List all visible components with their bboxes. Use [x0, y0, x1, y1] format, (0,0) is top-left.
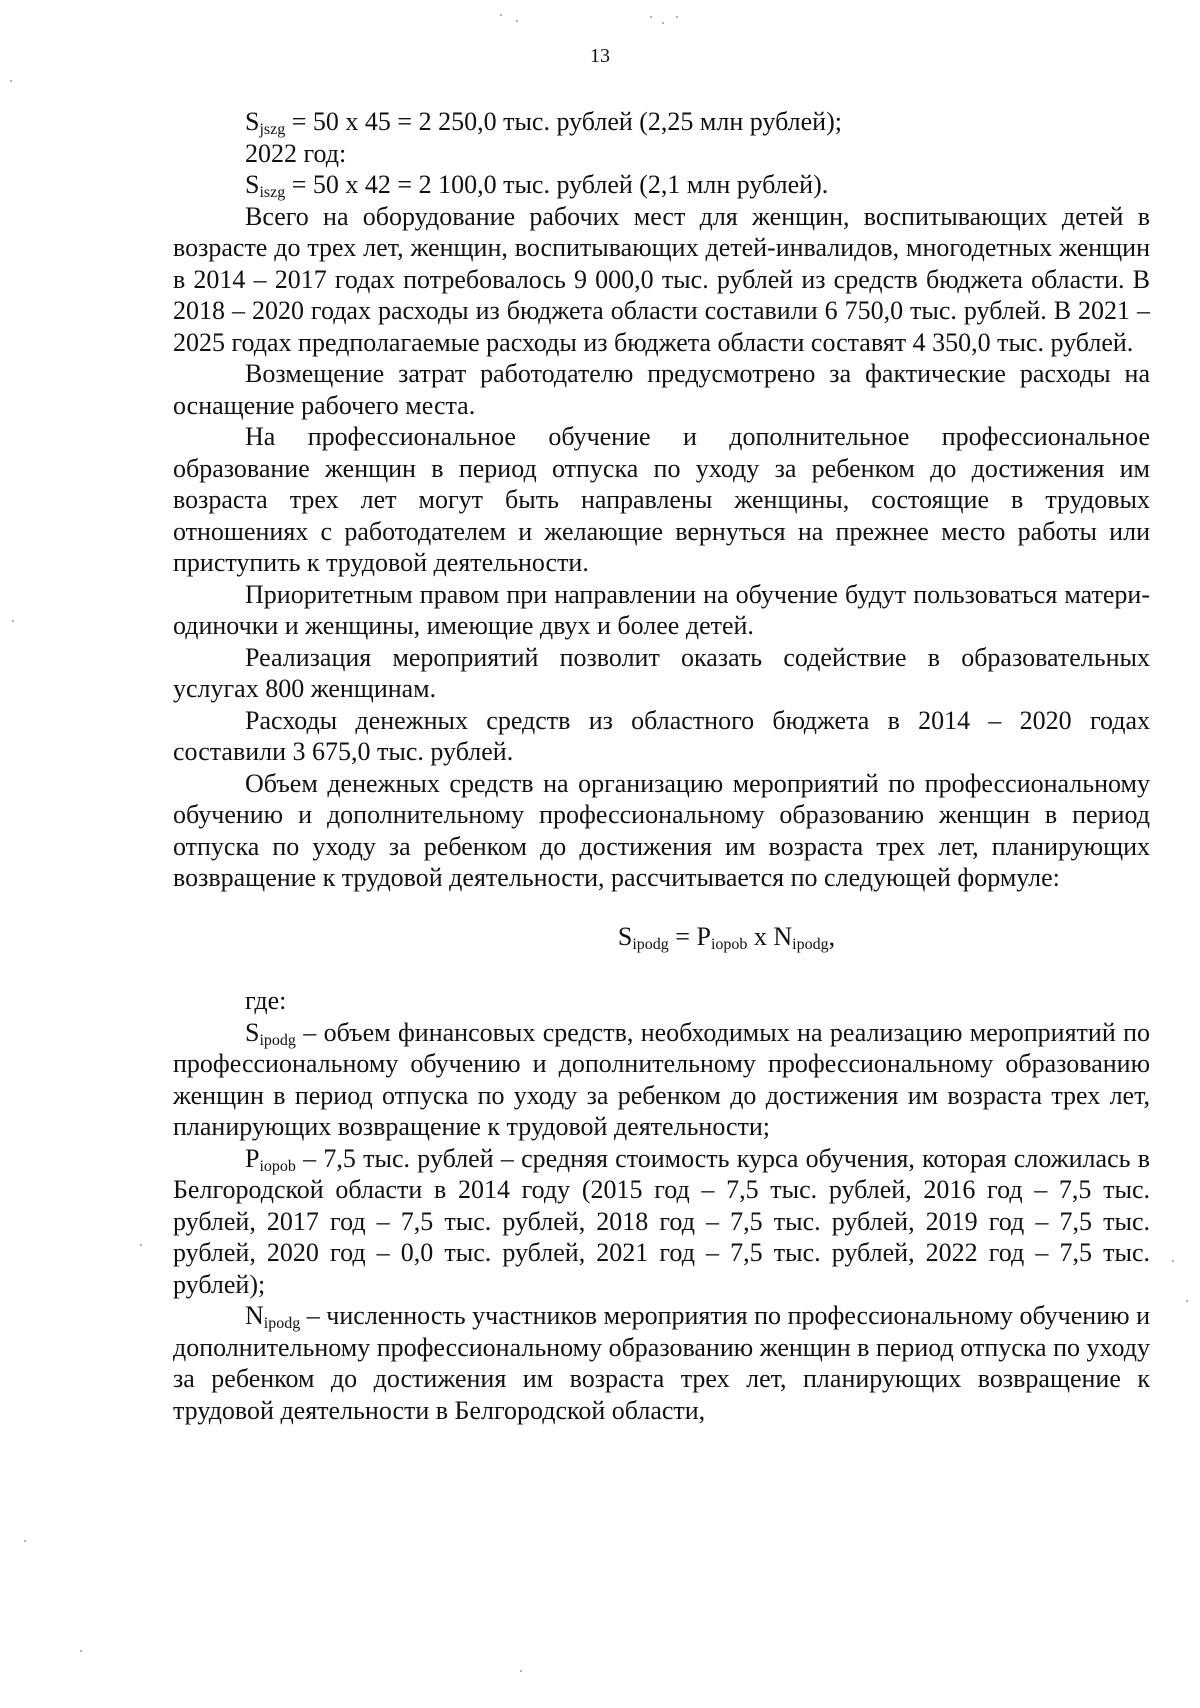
definition-symbol-s: S	[245, 1017, 260, 1047]
formula-subscript-ipodg: ipodg	[632, 935, 669, 953]
subscript-jszg: jszg	[259, 121, 286, 138]
scan-speck	[662, 22, 664, 24]
scan-speck	[520, 1670, 522, 1672]
definition-s-ipodg	[173, 1017, 1150, 1143]
formula-multiply: х	[747, 921, 774, 951]
formula-equals: =	[668, 921, 697, 951]
formula-symbol-n: N	[773, 921, 793, 951]
scan-speck	[80, 1650, 82, 1652]
definition-subscript-iopob: iopob	[259, 1157, 296, 1175]
symbol-s: S	[245, 170, 260, 199]
paragraph-reimbursement: Возмещение затрат работодателю предусмотрено за фактические расходы на оснащение рабочего места.	[173, 359, 1150, 420]
formula-line-iszg	[173, 169, 1150, 201]
scan-speck	[500, 14, 502, 16]
scan-speck	[650, 16, 652, 18]
definition-p-iopob	[173, 1143, 1150, 1301]
paragraph-total-expenses: Всего на оборудование рабочих мест для женщин, воспитывающих детей в возрасте до трех лет, женщин, воспитывающих детей-инвалидов, многодетных женщин в 2014 – 2017 годах потребовалось 9 000,0 тыс. рублей из средств бюджета области. В 2018 – 2020 годах расходы из бюджета области составили 6 750,0 тыс. рублей. В 2021 – 2025 годах предполагаемые расходы из бюджета области составят 4 350,0 тыс. рублей.	[173, 201, 1150, 357]
scan-speck	[12, 620, 14, 622]
definition-n-ipodg	[173, 1300, 1150, 1426]
paragraph-formula-intro: Объем денежных средств на организацию мероприятий по профессиональному обучению и дополнительному профессиональному образованию женщин в период отпуска по уходу за ребенком до достижения им возраста трех лет, планирующих возвращение к трудовой деятельности, рассчитывается по следующей формуле:	[173, 768, 1150, 892]
formula-comma: ,	[828, 921, 836, 951]
formula-line-iszg-text: = 50 х 42 = 2 100,0 тыс. рублей (2,1 млн рублей).	[285, 170, 829, 199]
formula-subscript-ipodg-n: ipodg	[792, 935, 829, 953]
definition-text-p: – 7,5 тыс. рублей – средняя стоимость курса обучения, которая сложилась в Белгородской области в 2014 году (2015 год – 7,5 тыс. рублей, 2016 год – 7,5 тыс. рублей, 2017 год – 7,5 тыс. рублей, 2018 год – 7,5 тыс. рублей, 2019 год – 7,5 тыс. рублей, 2020 год – 0,0 тыс. рублей, 2021 год – 7,5 тыс. рублей, 2022 год – 7,5 тыс. рублей);	[173, 1143, 1150, 1299]
scan-speck	[24, 1540, 26, 1542]
page-number: 13	[590, 45, 610, 67]
document-body	[173, 106, 1150, 1426]
paragraph-implementation: Реализация мероприятий позволит оказать содействие в образовательных услугах 800 женщинам.	[173, 642, 1150, 703]
subscript-iszg: iszg	[259, 184, 286, 201]
definition-subscript-ipodg-n: ipodg	[263, 1315, 301, 1332]
scan-speck	[140, 1244, 142, 1246]
scan-speck	[516, 20, 518, 22]
formula-line-jszg	[173, 106, 1150, 138]
scan-speck	[10, 80, 12, 82]
definition-symbol-p: P	[245, 1143, 260, 1173]
where-label: где:	[245, 986, 287, 1015]
main-formula	[173, 921, 1150, 953]
formula-symbol-p: P	[696, 921, 711, 951]
definition-symbol-n: N	[245, 1301, 264, 1330]
paragraph-priority-right: Приоритетным правом при направлении на обучение будут пользоваться матери-одиночки и женщины, имеющие двух и более детей.	[173, 579, 1150, 640]
definition-text-n: – численность участников мероприятия по профессиональному обучению и дополнительному профессиональному образованию женщин в период отпуска по уходу за ребенком до достижения им возраста трех лет, планирующих возвращение к трудовой деятельности в Белгородской области,	[173, 1301, 1150, 1425]
year-label-2022: 2022 год:	[245, 138, 347, 168]
symbol-s: S	[245, 107, 260, 136]
scan-speck	[676, 16, 678, 18]
formula-symbol-s: S	[617, 921, 633, 951]
scan-speck	[1186, 1300, 1188, 1302]
formula-subscript-iopob: iopob	[710, 935, 748, 953]
paragraph-professional-training: На профессиональное обучение и дополнительное профессиональное образование женщин в период отпуска по уходу за ребенком до достижения им возраста трех лет могут быть направлены женщины, состоящие в трудовых отношениях с работодателем и желающие вернуться на прежнее место работы или приступить к трудовой деятельности.	[173, 422, 1150, 577]
paragraph-expenses-2014-2020: Расходы денежных средств из областного бюджета в 2014 – 2020 годах составили 3 675,0 тыс. рублей.	[173, 705, 1150, 766]
scan-speck	[1172, 1260, 1174, 1262]
formula-line-jszg-text: = 50 х 45 = 2 250,0 тыс. рублей (2,25 млн рублей);	[285, 107, 842, 136]
definition-text-s: – объем финансовых средств, необходимых на реализацию мероприятий по профессиональному обучению и дополнительному профессиональному образованию женщин в период отпуска по уходу за ребенком до достижения им возраста трех лет, планирующих возвращение к трудовой деятельности;	[173, 1017, 1150, 1141]
definition-subscript-ipodg: ipodg	[259, 1031, 296, 1049]
